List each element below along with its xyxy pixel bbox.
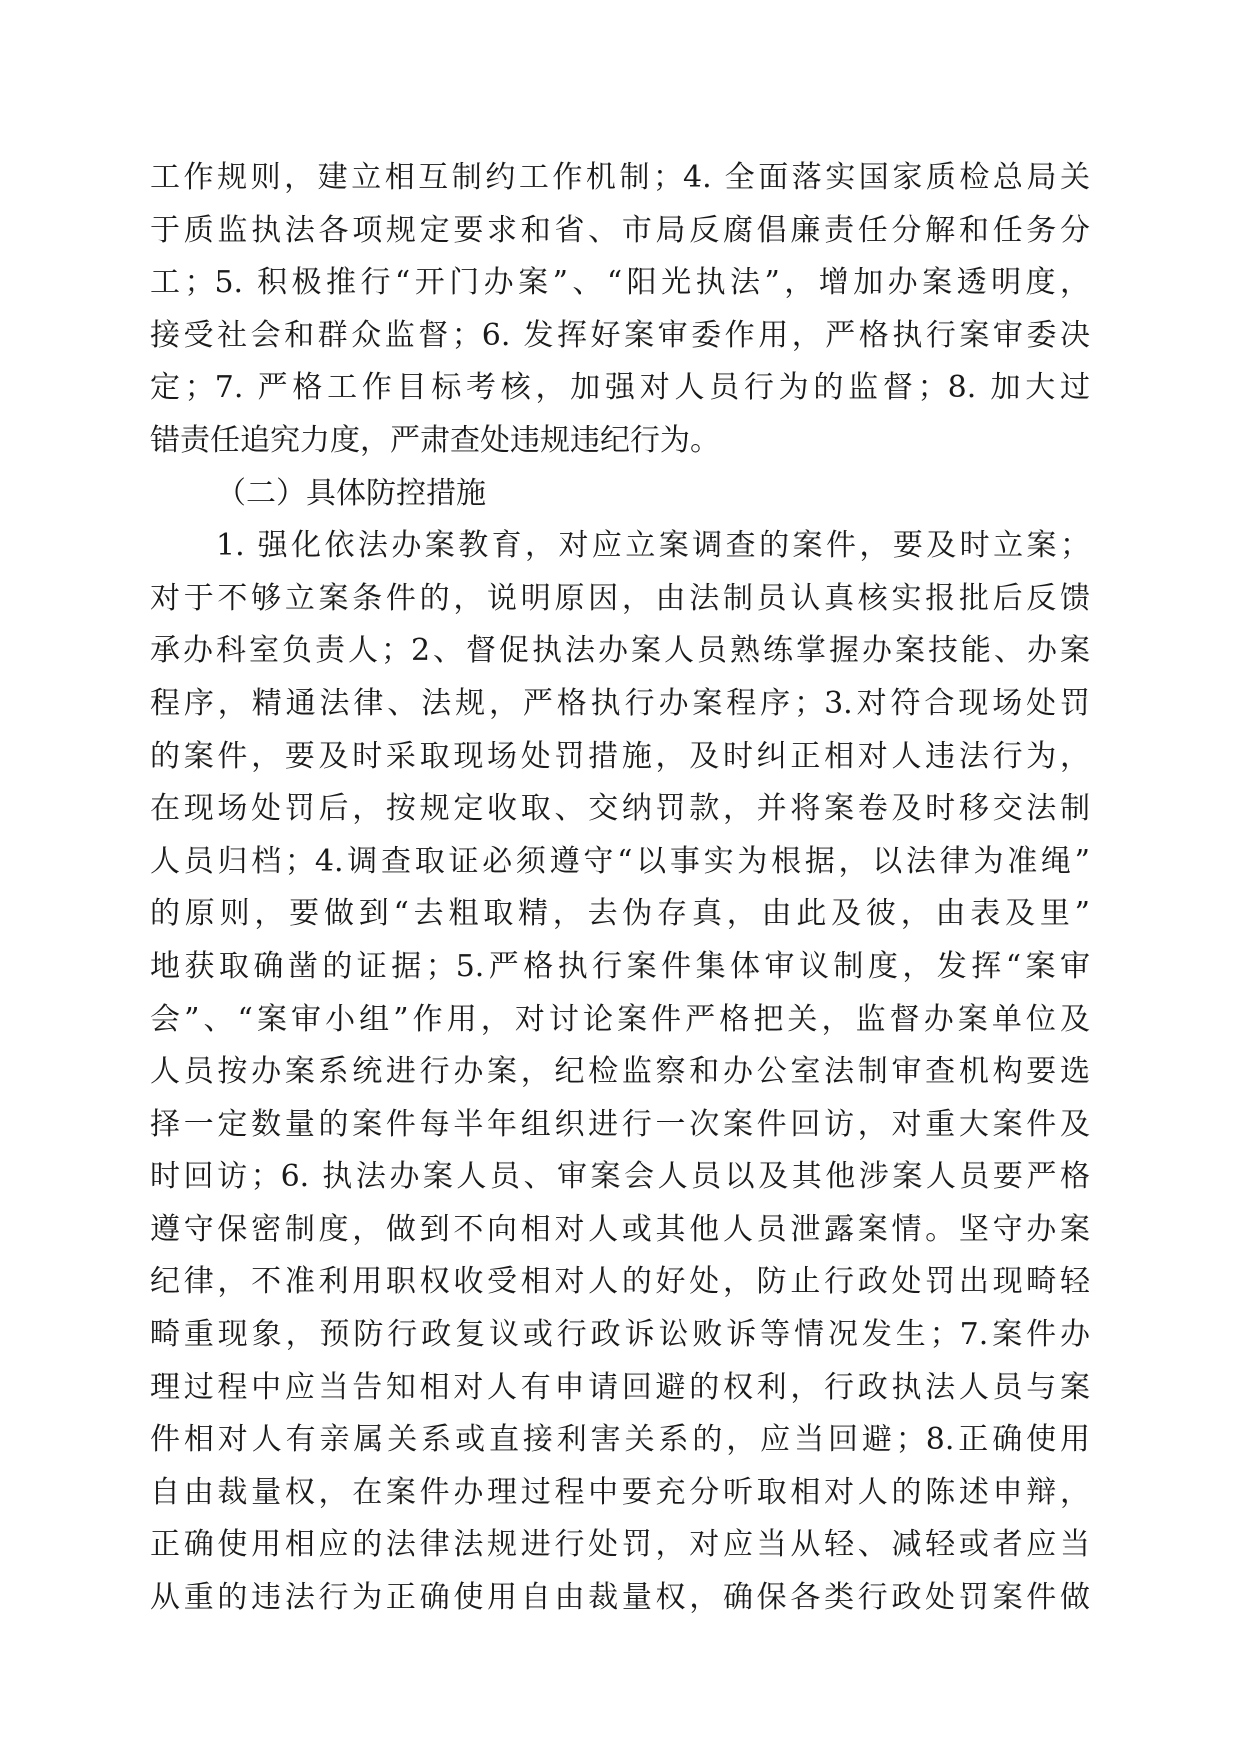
text-line: 自由裁量权，在案件办理过程中要充分听取相对人的陈述申辩， (150, 1474, 1090, 1510)
text-line: 纪律，不准利用职权收受相对人的好处，防止行政处罚出现畸轻 (150, 1264, 1090, 1300)
text-line: 畸重现象，预防行政复议或行政诉讼败诉等情况发生；7.案件办 (150, 1317, 1090, 1353)
text-line: 程序，精通法律、法规，严格执行办案程序；3.对符合现场处罚 (150, 685, 1090, 721)
text-line: 工；5. 积极推行“开门办案”、“阳光执法”，增加办案透明度， (150, 265, 1090, 301)
text-line: 从重的违法行为正确使用自由裁量权，确保各类行政处罚案件做 (150, 1580, 1090, 1616)
section-heading: （二）具体防控措施 (216, 475, 486, 511)
text-line: 遵守保密制度，做到不向相对人或其他人员泄露案情。坚守办案 (150, 1211, 1090, 1247)
text-line: 件相对人有亲属关系或直接利害关系的，应当回避；8.正确使用 (150, 1422, 1090, 1458)
text-line: 工作规则，建立相互制约工作机制；4. 全面落实国家质检总局关 (150, 160, 1090, 195)
text-line: 理过程中应当告知相对人有申请回避的权利，行政执法人员与案 (150, 1369, 1090, 1405)
text-line: 人员归档；4.调查取证必须遵守“以事实为根据，以法律为准绳” (150, 843, 1090, 879)
text-line: 会”、“案审小组”作用，对讨论案件严格把关，监督办案单位及 (150, 1001, 1090, 1037)
text-line: 正确使用相应的法律法规进行处罚，对应当从轻、减轻或者应当 (150, 1527, 1090, 1563)
text-line: 接受社会和群众监督；6. 发挥好案审委作用，严格执行案审委决 (150, 317, 1090, 353)
text-line: 择一定数量的案件每半年组织进行一次案件回访，对重大案件及 (150, 1106, 1090, 1142)
text-line: 人员按办案系统进行办案，纪检监察和办公室法制审查机构要选 (150, 1054, 1090, 1090)
text-line: 地获取确凿的证据；5.严格执行案件集体审议制度，发挥“案审 (150, 948, 1090, 984)
text-line: 的案件，要及时采取现场处罚措施，及时纠正相对人违法行为， (150, 738, 1090, 774)
text-line: 定；7. 严格工作目标考核，加强对人员行为的监督；8. 加大过 (150, 370, 1090, 406)
body-text (150, 152, 1090, 1625)
text-line: 时回访；6. 执法办案人员、审案会人员以及其他涉案人员要严格 (150, 1159, 1090, 1195)
text-line: 对于不够立案条件的，说明原因，由法制员认真核实报批后反馈 (150, 580, 1090, 616)
text-line: 的原则，要做到“去粗取精，去伪存真，由此及彼，由表及里” (150, 896, 1090, 932)
text-line: 于质监执法各项规定要求和省、市局反腐倡廉责任分解和任务分 (150, 212, 1090, 248)
text-line: 1. 强化依法办案教育，对应立案调查的案件，要及时立案； (216, 528, 1090, 564)
text-line: 在现场处罚后，按规定收取、交纳罚款，并将案卷及时移交法制 (150, 791, 1090, 827)
text-line: 错责任追究力度，严肃查处违规违纪行为。 (150, 422, 720, 458)
text-line: 承办科室负责人；2、督促执法办案人员熟练掌握办案技能、办案 (150, 633, 1090, 669)
